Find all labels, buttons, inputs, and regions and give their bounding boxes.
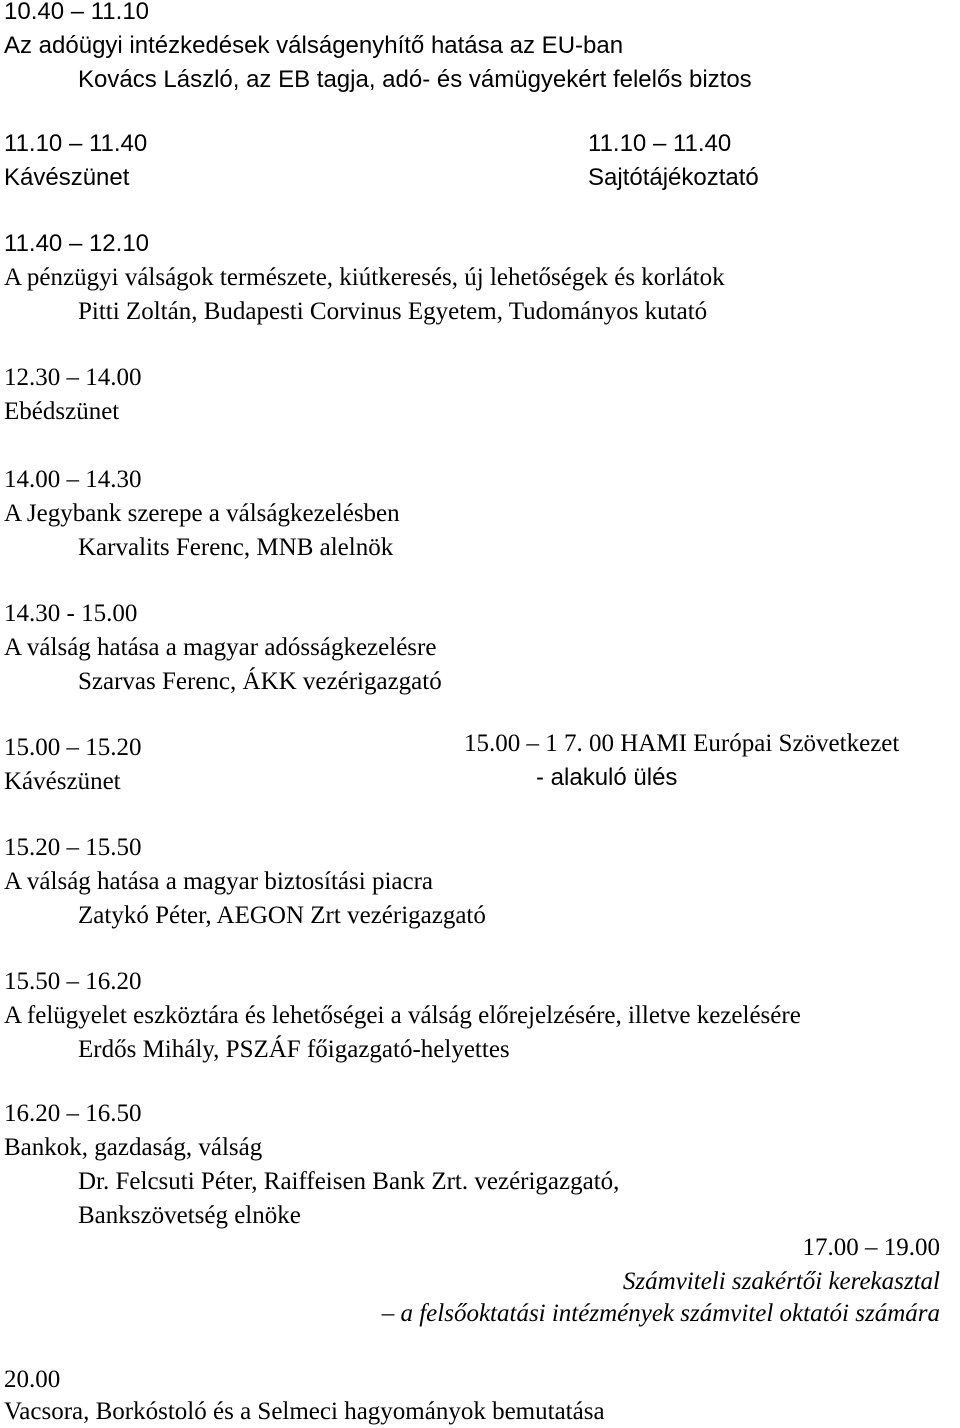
speaker-szarvas: Szarvas Ferenc, ÁKK vezérigazgató	[78, 668, 442, 695]
session-title-banks: Bankok, gazdaság, válság	[4, 1134, 263, 1161]
speaker-zatyko: Zatykó Péter, AEGON Zrt vezérigazgató	[78, 902, 486, 929]
time-20-00: 20.00	[4, 1366, 61, 1393]
speaker-pitti: Pitti Zoltán, Budapesti Corvinus Egyetem, Tudományos kutató	[78, 298, 708, 325]
speaker-erdos: Erdős Mihály, PSZÁF főigazgató-helyettes	[78, 1036, 510, 1063]
session-title-insurance: A válság hatása a magyar biztosítási piacra	[4, 868, 434, 895]
speaker-kovacs: Kovács László, az EB tagja, adó- és vámügyekért felelős biztos	[78, 66, 752, 93]
coffee-break-1: Kávészünet	[4, 164, 130, 191]
roundtable-title: Számviteli szakértői kerekasztal	[622, 1268, 940, 1295]
time-15-20: 15.20 – 15.50	[4, 834, 142, 861]
session-title-supervision: A felügyelet eszköztára és lehetőségei a válság előrejelzésére, illetve kezelésére	[4, 1002, 801, 1029]
time-16-20: 16.20 – 16.50	[4, 1100, 142, 1127]
time-17-00: 17.00 – 19.00	[802, 1234, 940, 1261]
coffee-break-2: Kávészünet	[4, 768, 121, 795]
speaker-felcsuti-role: Bankszövetség elnöke	[78, 1202, 301, 1229]
time-14-30: 14.30 - 15.00	[4, 600, 138, 627]
session-title-central-bank: A Jegybank szerepe a válságkezelésben	[4, 500, 400, 527]
time-15-50: 15.50 – 16.20	[4, 968, 142, 995]
session-title-eu-tax: Az adóügyi intézkedések válságenyhítő hatása az EU-ban	[4, 32, 624, 59]
time-10-40: 10.40 – 11.10	[4, 0, 150, 25]
time-15-00-left: 15.00 – 15.20	[4, 734, 142, 761]
speaker-karvalits: Karvalits Ferenc, MNB alelnök	[78, 534, 394, 561]
lunch-break: Ebédszünet	[4, 398, 120, 425]
press-conference: Sajtótájékoztató	[588, 164, 759, 191]
hami-meeting-line2: - alakuló ülés	[536, 764, 678, 791]
session-title-financial-crises: A pénzügyi válságok természete, kiútkeresés, új lehetőségek és korlátok	[4, 264, 725, 291]
speaker-felcsuti: Dr. Felcsuti Péter, Raiffeisen Bank Zrt. vezérigazgató,	[78, 1168, 620, 1195]
time-11-10-right: 11.10 – 11.40	[588, 130, 732, 157]
time-11-40: 11.40 – 12.10	[4, 230, 150, 257]
hami-meeting-line1: 15.00 – 1 7. 00 HAMI Európai Szövetkezet	[464, 730, 900, 757]
roundtable-subtitle: – a felsőoktatási intézmények számvitel oktatói számára	[381, 1300, 940, 1327]
time-11-10-left: 11.10 – 11.40	[4, 130, 148, 157]
time-12-30: 12.30 – 14.00	[4, 364, 142, 391]
dinner-title: Vacsora, Borkóstoló és a Selmeci hagyományok bemutatása	[4, 1398, 605, 1425]
session-title-debt-management: A válság hatása a magyar adósságkezelésre	[4, 634, 437, 661]
time-14-00: 14.00 – 14.30	[4, 466, 142, 493]
